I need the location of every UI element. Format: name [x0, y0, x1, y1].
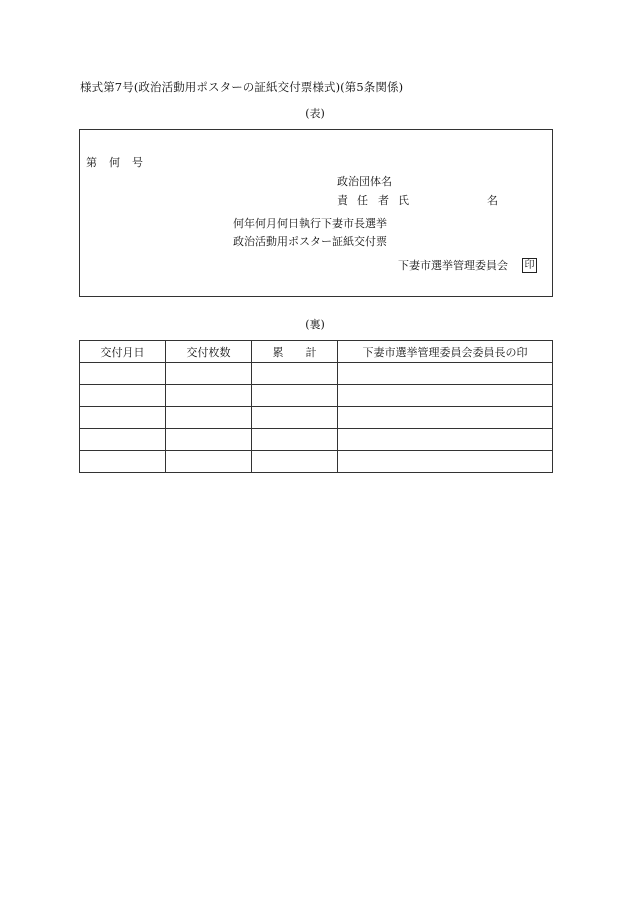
table-row	[80, 429, 553, 451]
cell-chairman-seal	[338, 451, 553, 473]
cell-cumulative	[252, 363, 338, 385]
table-header-row	[80, 341, 553, 363]
election-committee-name: 下妻市選挙管理委員会	[398, 259, 508, 272]
cell-issue-date	[80, 363, 166, 385]
cell-chairman-seal	[338, 385, 553, 407]
cell-chairman-seal	[338, 407, 553, 429]
cell-issue-count	[166, 363, 252, 385]
cell-issue-date	[80, 407, 166, 429]
responsible-char: 責	[337, 194, 348, 207]
cell-cumulative	[252, 407, 338, 429]
front-side-label: (表)	[305, 107, 325, 120]
responsible-char: 名	[487, 194, 498, 207]
responsible-char: 氏	[398, 194, 409, 207]
table-row	[80, 385, 553, 407]
front-certificate-box	[79, 129, 553, 297]
cell-issue-count	[166, 407, 252, 429]
header-cumulative: 累 計	[252, 341, 338, 363]
certificate-number: 第 何 号	[86, 156, 144, 169]
seal-icon: 印	[522, 258, 537, 273]
responsible-char: 任	[357, 194, 368, 207]
header-chairman-seal: 下妻市選挙管理委員会委員長の印	[338, 341, 553, 363]
back-side-label: (裏)	[305, 318, 325, 331]
cell-issue-count	[166, 429, 252, 451]
cell-issue-date	[80, 429, 166, 451]
cell-issue-date	[80, 385, 166, 407]
table-row	[80, 407, 553, 429]
header-issue-date: 交付月日	[80, 341, 166, 363]
cell-cumulative	[252, 429, 338, 451]
cell-issue-date	[80, 451, 166, 473]
election-line: 何年何月何日執行下妻市長選挙	[233, 217, 387, 230]
cell-cumulative	[252, 451, 338, 473]
table-row	[80, 363, 553, 385]
cell-cumulative	[252, 385, 338, 407]
cell-issue-count	[166, 451, 252, 473]
political-organization-name-label: 政治団体名	[337, 175, 392, 188]
cell-chairman-seal	[338, 363, 553, 385]
certificate-subject: 政治活動用ポスター証紙交付票	[233, 235, 387, 248]
document-title: 様式第7号(政治活動用ポスターの証紙交付票様式)(第5条関係)	[80, 80, 404, 94]
cell-issue-count	[166, 385, 252, 407]
header-issue-count: 交付枚数	[166, 341, 252, 363]
issuance-record-table	[79, 340, 553, 473]
cell-chairman-seal	[338, 429, 553, 451]
table-row	[80, 451, 553, 473]
responsible-char: 者	[378, 194, 389, 207]
